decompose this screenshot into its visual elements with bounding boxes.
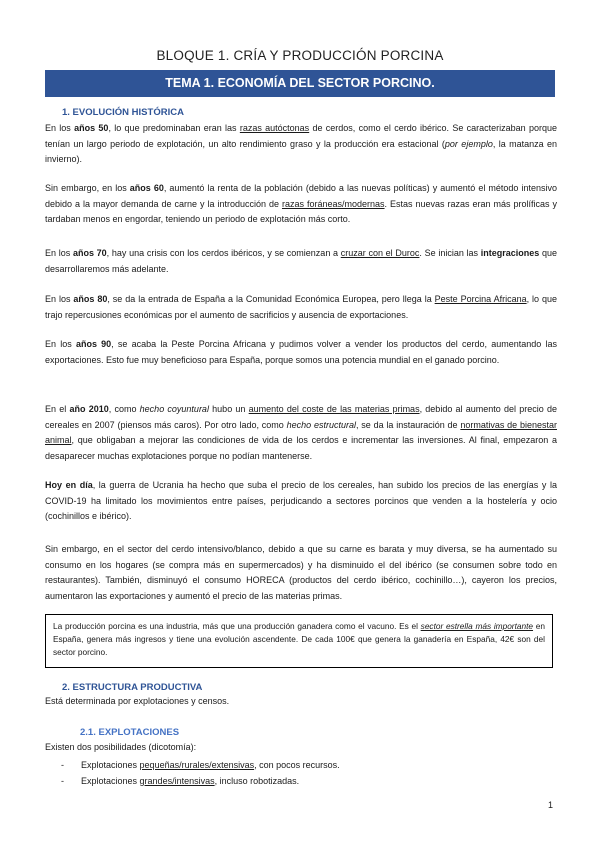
paragraph-anos-90: En los años 90, se acaba la Peste Porcina Africana y pudimos volver a vender los productos del cerdo, aumentando las exportaciones. Esto fue muy beneficioso para España, porque somos una potencia mundial en el ganado porcino. — [45, 339, 557, 365]
highlight-box: La producción porcina es una industria, más que una producción ganadera como el vacuno. Es el sector estrella más importante en España, genera más ingresos y tiene una evolución ascendente. De cada 100€ que genera la ganadería en España, 42€ son del sector porcino. — [45, 614, 553, 668]
list-item: - Explotaciones pequeñas/rurales/extensivas, con pocos recursos. — [61, 760, 340, 770]
paragraph-anos-50: En los años 50, lo que predominaban eran las razas autóctonas de cerdos, como el cerdo ibérico. Se caracterizaban porque tenían un largo periodo de explotación, un alto rendimiento graso y la producción era estacional (por ejemplo, la matanza en invierno). — [45, 123, 558, 165]
paragraph-ano-2010: En el año 2010, como hecho coyuntural hubo un aumento del coste de las materias primas, debido al aumento del precio de cereales en 2007 (piensos más caros). Por otro lado, como hecho estructural, se da la instauración de normativas de bienestar animal, que obligaban a mejorar las condiciones de vida de los cerdos e incrementar las inversiones. Al final, empezaron a desaparecer muchas explotaciones porque no podían mantenerse. — [45, 404, 558, 461]
list-item: - Explotaciones grandes/intensivas, incluso robotizadas. — [61, 776, 300, 786]
block-title: BLOQUE 1. CRÍA Y PRODUCCIÓN PORCINA — [156, 48, 444, 63]
tema-title-bar: TEMA 1. ECONOMÍA DEL SECTOR PORCINO. — [45, 70, 555, 97]
paragraph-anos-80: En los años 80, se da la entrada de España a la Comunidad Económica Europea, pero llega la Peste Porcina Africana, lo que trajo repercusiones económicas por el aumento de sacrificios y ausencia de exportaciones. — [45, 294, 557, 320]
estructura-intro: Está determinada por explotaciones y censos. — [45, 696, 230, 706]
section-heading-estructura: 2. ESTRUCTURA PRODUCTIVA — [62, 682, 203, 693]
paragraph-hoy-en-dia: Hoy en día, la guerra de Ucrania ha hecho que suba el precio de los cereales, han subido los precios de las energías y la COVID-19 ha limitado los movimientos entre países, perjudicando a sectores porcinos que venden a la hostelería y ocio (cochinillos e ibérico). — [45, 480, 557, 522]
explotaciones-list — [45, 757, 557, 789]
explotaciones-intro: Existen dos posibilidades (dicotomía): — [45, 742, 197, 752]
section-heading-evolucion: 1. EVOLUCIÓN HISTÓRICA — [62, 107, 184, 118]
subsection-heading-explotaciones: 2.1. EXPLOTACIONES — [80, 727, 180, 738]
paragraph-cerdo-intensivo: Sin embargo, en el sector del cerdo intensivo/blanco, debido a que su carne es barata y muy diversa, se ha aumentado su consumo en los hogares (se compra más en supermercados) y ha disminuido el del ibérico (se consumen sobre todo en restaurantes). También, disminuyó el consumo HORECA (productos del cerdo ibérico, cochinillo…), cayeron los precios, aumentaron las exportaciones y aumentó el precio de las materias primas. — [45, 544, 557, 601]
paragraph-anos-60: Sin embargo, en los años 60, aumentó la renta de la población (debido a las nuevas políticas) y aumentó el método intensivo debido a la mayor demanda de carne y la introducción de razas foráneas/modernas. Estas nuevas razas eran más prolíficas y tardaban menos en engordar, teniendo un periodo de explotación más corto. — [45, 183, 557, 225]
page-number: 1 — [548, 800, 554, 810]
paragraph-anos-70: En los años 70, hay una crisis con los cerdos ibéricos, y se comienzan a cruzar con el Duroc. Se inician las integraciones que desarrollaremos más adelante. — [45, 248, 558, 274]
